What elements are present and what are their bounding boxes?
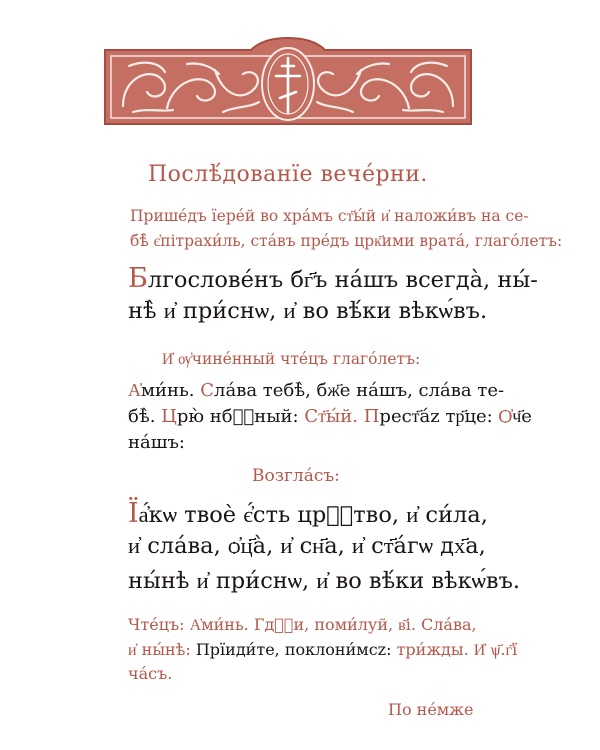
rubric-line: И҆ ѹ҆чине́нный чте́цъ глаго́летъ: [162, 350, 421, 368]
rubric-line: Прише́дъ їере́й во хра́мъ ст҃ы́й и҆ наложи́въ на се- [130, 207, 529, 225]
reader-line [128, 406, 532, 427]
exclamation-text: а҆́кѡ твоѐ є҆́сть црⷭ҇тво, и҆ си́ла, [138, 502, 488, 528]
closing-text: Прїиди́те, поклони́мсz: [195, 640, 397, 659]
reader-text: ми́нь. [141, 380, 201, 401]
closing-line [128, 640, 517, 660]
reader-line: на́шъ: [128, 432, 185, 453]
rubric-line: бѣ̀ є҆пітрахи́ль, ста́въ пре́дъ црк҃ими врата́, глаго́летъ: [130, 232, 563, 250]
drop-cap: Б [128, 263, 148, 294]
blessing-line [128, 263, 538, 294]
reader-text: рест҃а́z тр҃це: [379, 406, 499, 427]
red-initial: Ц [161, 406, 177, 427]
blessing-line: нѣ̀ и҆ при́снѡ, и҆ во вѣ́ки вѣкѡ́въ. [128, 298, 488, 324]
red-rubric: и҆ ны́нѣ: [128, 640, 196, 659]
reader-text: рю̀ нбⷭ҇ный: [176, 406, 305, 427]
closing-line: Чте́цъ: А҆ми́нь. Гдⷭ҇и, поми́луй, в҃і. Сла́ва, [128, 615, 477, 634]
red-rubric: Ст҃ы́й. [304, 406, 364, 427]
rubric-line: Возгла́съ: [252, 466, 340, 486]
blessing-text: лгослове́нъ бг҃ъ на́шъ всегда̀, ны́- [147, 267, 538, 293]
ornamental-headpiece [103, 36, 473, 126]
drop-cap: Ї [128, 498, 139, 529]
exclamation-line: ны́нѣ и҆ при́снѡ, и҆ во вѣ́ки вѣкѡ́въ. [128, 568, 521, 594]
footer-catchword: По не́мже [388, 700, 474, 719]
red-initial: А҆ [128, 380, 141, 401]
reader-text: бѣ̀. [128, 406, 162, 427]
reader-text: ла́ва тебѣ̀, бж҃е на́шъ, сла́ва те- [214, 380, 505, 401]
page-title: Послѣ́дованїе вече́рни. [148, 162, 428, 187]
exclamation-line [128, 498, 488, 529]
closing-line: ча́съ. [128, 664, 173, 683]
red-initial: С [200, 380, 215, 401]
reader-line [128, 380, 504, 401]
red-initial: Ѻ҆ [498, 406, 513, 427]
red-rubric: три́жды. И҆ ѱ҃.г҃ї [396, 640, 518, 659]
exclamation-line: и҆ сла́ва, ѻ҆ц҃а̀, и҆ сн҃а, и҆ ст҃а́гѡ дх҃а, [128, 533, 486, 559]
reader-text: ч҃е [512, 406, 532, 427]
red-initial: П [363, 406, 380, 427]
